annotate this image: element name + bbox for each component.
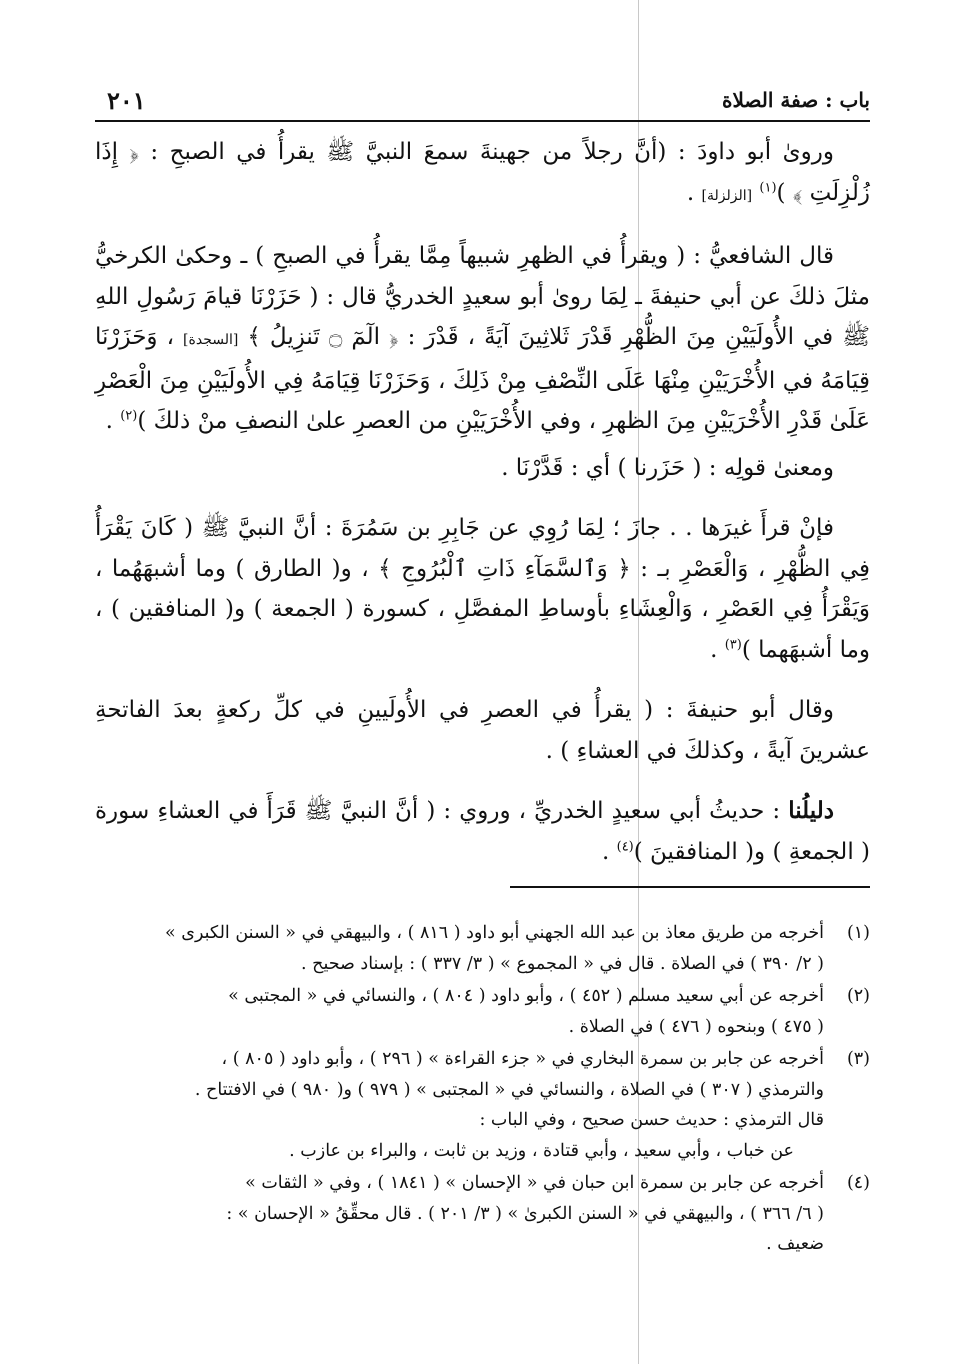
paragraph-4-text: فإنْ قرأَ غيرَها . . جازَ ؛ لِمَا رُوِي عن جَابِرِ بن سَمُرَةَ : أنَّ النبيَّ ﷺ ( كَانَ يَقْرَأُ فِي الظُّهْرِ ، وَالْعَصْرِ بـ : ﴿ وَٱلسَّمَآءِ ذَاتِ ٱلْبُرُوجِ ﴾ ، و( الطارق ) وما أشبهَهُما ، وَيَقْرَأُ فِي العَصْرِ ، وَالْعِشَاءِ بأوساطِ المفصَّلِ ، كسورة ( الجمعة ) و( المنافقين ) ، وما أشبهَهما ) (95, 515, 870, 663)
footnote-number: (١) (846, 923, 870, 943)
footnote-line: والترمذي ( ٣٠٧ ) في الصلاة ، والنسائي في « المجتبى » ( ٩٧٩ ) و( ٩٨٠ ) في الافتتاح . (194, 1079, 824, 1100)
footnote-text (95, 1044, 824, 1166)
paragraph-5 (95, 690, 870, 771)
paragraph-3-text: ومعنىٰ قولِه : ( حَزَرنا ) أي : قَدَّرْنَا . (501, 454, 834, 481)
paragraph-1: وروىٰ أبو داودَ : (أنَّ رجلاً من جهينةَ سمعَ النبيَّ ﷺ يقرأُ في الصبحِ : ﴿ إِذَا زُلْزِلَتِ ﴾ )$^{(١)}$ [الزلزلة] . (95, 139, 870, 206)
footnote-number: (٤) (846, 1173, 870, 1193)
paragraph-2-text-a: قال الشافعيُّ : ( ويقرأُ في الظهرِ شبيهاً مِمَّا يقرأُ في الصبحِ ) ـ وحكىٰ الكرخيُّ مثلَ ذلكَ عن أبي حنيفةَ ـ لِمَا روىٰ أبو سعيدٍ الخدريُّ قال : ( حَزَرْنَا قيامَ رَسُولِ اللهِ ﷺ في الأُولَيَيْنِ مِنَ الظُّهْرِ قَدْرَ ثَلاثِينَ آيَةً ، قَدْرَ : ﴿ الٓمٓ ۝ تَنزِيلُ ﴾ (95, 243, 871, 350)
footnote-line: قال الترمذي : حديث حسن صحيح ، وفي الباب : (479, 1110, 824, 1130)
footnote-line: أخرجه عن أبي سعيد مسلم ( ٤٥٢ ) ، وأبو داود ( ٨٠٤ ) ، والنسائي في « المجتبى » (228, 986, 824, 1006)
footnote-2 (95, 981, 870, 1042)
footnote-line: ( ٦/ ٣٦٦ ) ، والبيهقي في « السنن الكبرىٰ » ( ٣/ ٢٠١ ) . قال محقِّقُ « الإحسان » : (226, 1203, 824, 1224)
footnote-line: أخرجه عن جابر بن سمرة البخاري في « جزء القراءة » ( ٢٩٦ ) ، وأبو داود ( ٨٠٥ ) ، (221, 1049, 824, 1069)
paragraph-3 (95, 448, 870, 489)
paragraph-2: قال الشافعيُّ : ( ويقرأُ في الظهرِ شبيهاً مِمَّا يقرأُ في الصبحِ ) ـ وحكىٰ الكرخيُّ مثلَ ذلكَ عن أبي حنيفةَ ـ لِمَا روىٰ أبو سعيدٍ الخدريُّ قال : ( حَزَرْنَا قيامَ رَسُولِ اللهِ ﷺ في الأُولَيَيْنِ مِنَ الظُّهْرِ قَدْرَ ثَلاثِينَ آيَةً ، قَدْرَ : ﴿ الٓمٓ ۝ تَنزِيلُ ﴾ [السجدة] ، وَحَزَرْنَا قِيَامَهُ في الأُخْرَيَيْنِ مِنْهَا عَلَى النِّصْفِ مِنْ ذَلِكَ ، وَحَزَرْنَا قِيَامَهُ فِي الأُولَيَيْنِ مِنَ الْعَصْرِ عَلَىٰ قَدْرِ الأُخْرَيَيْنِ مِنَ الظهرِ ، وفي الأُخْرَيَيْنِ من العصرِ علىٰ النصفِ منْ ذلكَ )$^{(٢)}$ . (95, 243, 871, 434)
paragraph-6-text: : حديثُ أبي سعيدٍ الخدريِّ ، وروي : ( أنَّ النبيَّ ﷺ قَرَأَ في العشاءِ سورة ( الجمعةِ ) و( المنافقينَ ) (95, 798, 870, 865)
footnote-mark-3: (٣) (724, 636, 742, 652)
footnotes (95, 918, 870, 1262)
chapter-title: باب : صفة الصلاة (722, 88, 870, 112)
footnote-mark-2: (٢) (120, 408, 138, 424)
footnote-line: ضعيف . (766, 1234, 824, 1254)
footnote-3 (95, 1044, 870, 1166)
dalil-label: دليلُنا (788, 797, 834, 824)
footnote-line: ( ٤٧٥ ) وبنحوه ( ٤٧٦ ) في الصلاة . (568, 1016, 824, 1037)
footnote-mark-4: (٤) (616, 838, 634, 854)
paragraph-5-text: وقال أبو حنيفةَ : ( يقرأُ في العصرِ في الأُولَيينِ في كلِّ ركعةٍ بعدَ الفاتحةِ عشرينَ آيةً ، وكذلكَ في العشاءِ ) . (95, 697, 870, 764)
footnote-text (95, 1168, 824, 1260)
surah-ref-sajda: [السجدة] (183, 332, 239, 348)
paragraph-2-text-b: ، وَحَزَرْنَا قِيَامَهُ في الأُخْرَيَيْنِ مِنْهَا عَلَى النِّصْفِ مِنْ ذَلِكَ ، وَحَزَرْنَا قِيَامَهُ فِي الأُولَيَيْنِ مِنَ الْعَصْرِ عَلَىٰ قَدْرِ الأُخْرَيَيْنِ مِنَ الظهرِ ، وفي الأُخْرَيَيْنِ من العصرِ علىٰ النصفِ منْ ذلكَ ) (95, 324, 870, 434)
footnote-text (95, 981, 824, 1042)
footnote-4 (95, 1168, 870, 1260)
page-header (95, 86, 870, 122)
footnote-line: أخرجه من طريق معاذ بن عبد الله الجهني أبو داود ( ٨١٦ ) ، والبيهقي في « السنن الكبرى » (165, 923, 824, 943)
footnote-line: عن خباب ، وأبي سعيد ، وأبي قتادة ، وزيد بن ثابت ، والبراء بن عازب . (289, 1140, 794, 1161)
surah-ref-zalzala: [الزلزلة] (701, 187, 753, 204)
footnote-1 (95, 918, 870, 979)
footnote-line: أخرجه عن جابر بن سمرة ابن حبان في « الإحسان » ( ١٨٤١ ) ، وفي « الثقات » (245, 1173, 824, 1193)
footnote-text (95, 918, 824, 979)
page-number: ٢٠١ (107, 86, 146, 115)
footnote-number: (٣) (846, 1049, 870, 1069)
main-text (95, 132, 870, 892)
footnote-separator (510, 886, 870, 888)
footnote-mark-1: (١) (759, 179, 777, 195)
footnote-line: ( ٢/ ٣٩٠ ) في الصلاة . قال في « المجموع » ( ٣/ ٣٣٧ ) : بإسناد صحيح . (301, 953, 824, 974)
footnote-number: (٢) (846, 986, 870, 1006)
paragraph-4: فإنْ قرأَ غيرَها . . جازَ ؛ لِمَا رُوِي عن جَابِرِ بن سَمُرَةَ : أنَّ النبيَّ ﷺ ( كَانَ يَقْرَأُ فِي الظُّهْرِ ، وَالْعَصْرِ بـ : ﴿ وَٱلسَّمَآءِ ذَاتِ ٱلْبُرُوجِ ﴾ ، و( الطارق ) وما أشبهَهُما ، وَيَقْرَأُ فِي العَصْرِ ، وَالْعِشَاءِ بأوساطِ المفصَّلِ ، كسورة ( الجمعة ) و( المنافقين ) ، وما أشبهَهما )$^{(٣)}$ . (95, 515, 870, 663)
paragraph-6: دليلُنا : حديثُ أبي سعيدٍ الخدريِّ ، وروي : ( أنَّ النبيَّ ﷺ قَرَأَ في العشاءِ سورة ( الجمعةِ ) و( المنافقينَ )$^{(٤)}$ . (95, 797, 870, 865)
paragraph-1-text: وروىٰ أبو داودَ : (أنَّ رجلاً من جهينةَ سمعَ النبيَّ ﷺ يقرأُ في الصبحِ : ﴿ إِذَا زُلْزِلَتِ ﴾ ) (95, 139, 870, 206)
